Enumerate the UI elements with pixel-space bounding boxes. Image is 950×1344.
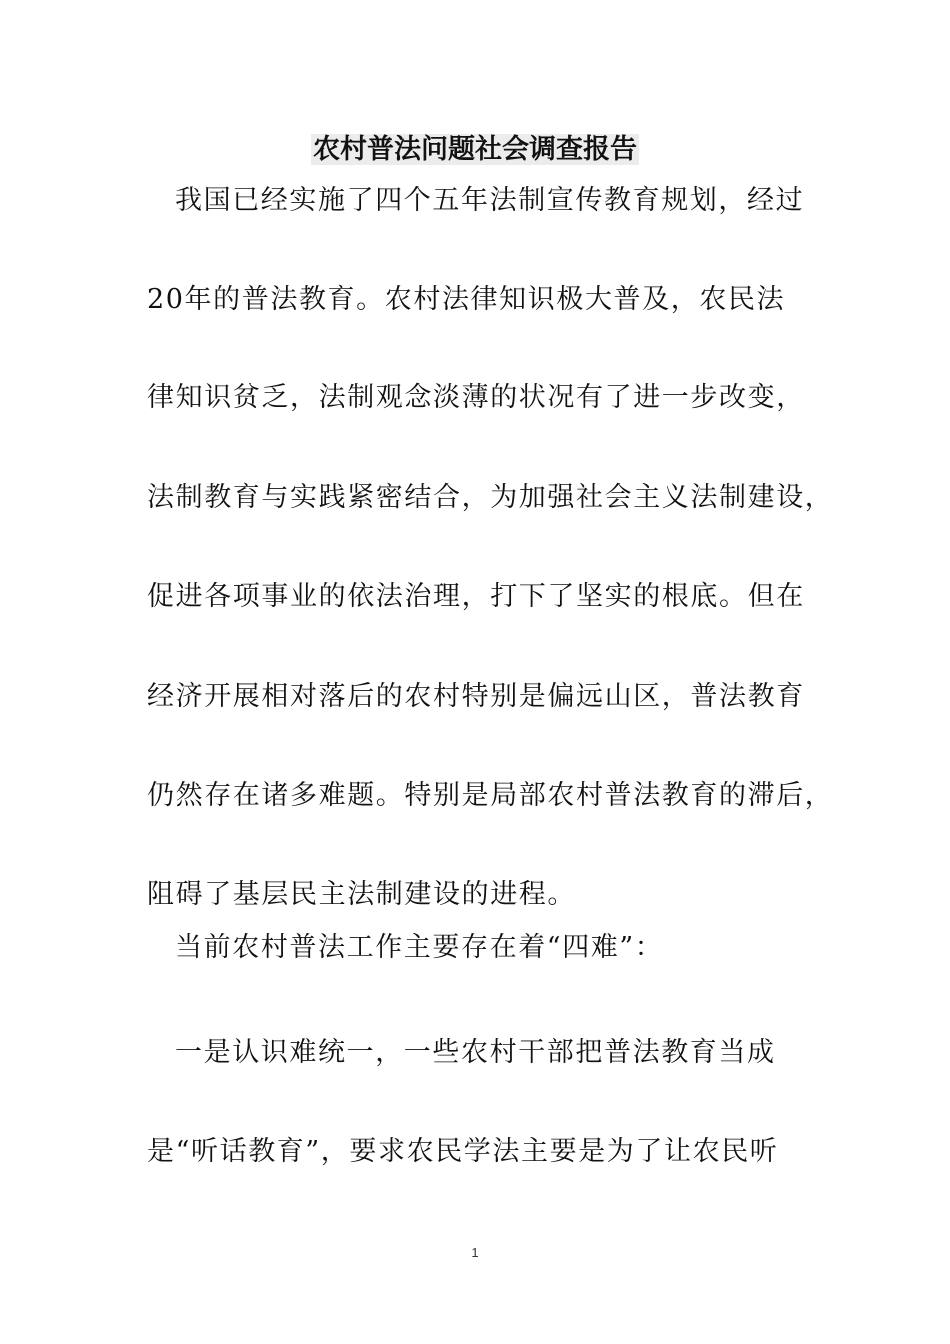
text-line: 是“听话教育”，要求农民学法主要是为了让农民听 [147, 1136, 779, 1167]
text-line: 我国已经实施了四个五年法制宣传教育规划，经过 [175, 185, 805, 216]
document-title [0, 130, 950, 170]
text-line: 法制教育与实践紧密结合，为加强社会主义法制建设， [147, 482, 834, 513]
text-line: 一是认识难统一，一些农村干部把普法教育当成 [175, 1037, 776, 1068]
page-number: 1 [471, 1245, 479, 1260]
text-line: 律知识贫乏，法制观念淡薄的状况有了进一步改变， [147, 382, 805, 413]
text-line: 促进各项事业的依法治理，打下了坚实的根底。但在 [147, 581, 805, 612]
text-line: 经济开展相对落后的农村特别是偏远山区，普法教育 [147, 681, 805, 712]
text-line: 20年的普法教育。农村法律知识极大普及，农民法 [147, 284, 786, 315]
text-line: 仍然存在诸多难题。特别是局部农村普法教育的滞后， [147, 780, 834, 811]
text-line: 当前农村普法工作主要存在着“四难”： [175, 932, 664, 963]
text-line: 阻碍了基层民主法制建设的进程。 [147, 879, 576, 910]
document-title-text: 农村普法问题社会调查报告 [313, 134, 637, 165]
